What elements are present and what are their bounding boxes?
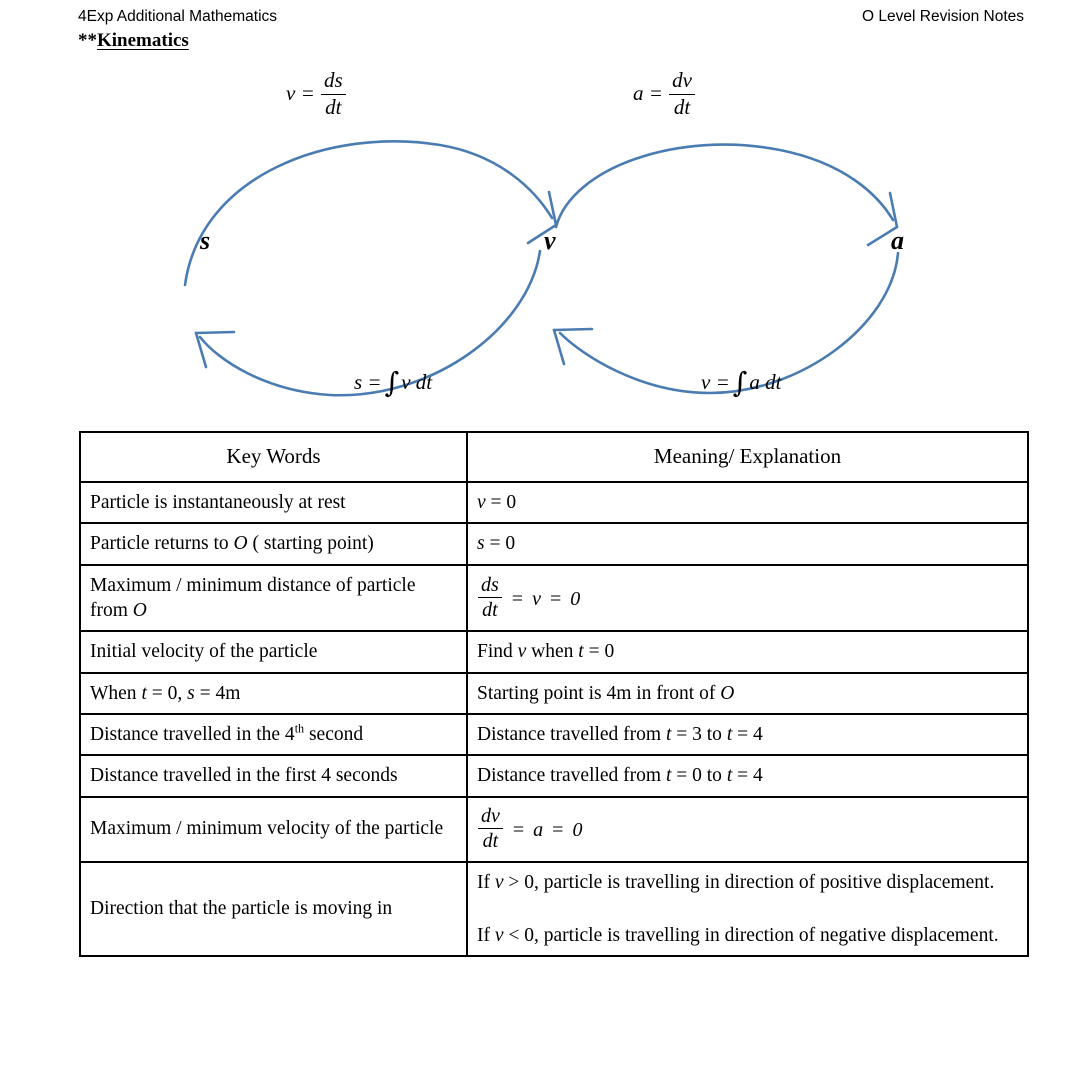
formula-a-equals-dv-dt xyxy=(633,70,696,120)
table-row xyxy=(80,714,1028,755)
formula-s-equals-integral-v-dt xyxy=(354,366,433,399)
meaning-text: Starting point is 4m in front of xyxy=(477,682,721,704)
variable-o: O xyxy=(720,682,735,704)
equals-sign: = xyxy=(511,587,524,610)
meaning-cell xyxy=(467,755,1028,796)
variable-v: v xyxy=(477,492,486,513)
table-row xyxy=(80,523,1028,564)
value-text: = 0 xyxy=(484,533,516,555)
node-label-s: s xyxy=(200,226,211,255)
formula-lhs: s = xyxy=(354,370,382,394)
variable-v: v xyxy=(494,871,504,893)
title-asterisks: ** xyxy=(78,30,97,51)
variable-o: O xyxy=(132,600,147,622)
fraction-ds-dt xyxy=(321,69,346,119)
node-label-a: a xyxy=(891,226,904,255)
key-word-cell xyxy=(80,523,467,564)
formula-integrand: v dt xyxy=(401,370,433,394)
meaning-cell xyxy=(467,565,1028,632)
formula-v-equals-integral-a-dt xyxy=(701,366,782,399)
key-text: Maximum / minimum velocity of the particle xyxy=(90,818,444,840)
equals-sign: = xyxy=(549,587,562,610)
integral-icon: ∫ xyxy=(384,366,400,399)
variable-t-start: t xyxy=(665,724,672,746)
variable-t: t xyxy=(141,682,147,704)
meaning-cell xyxy=(467,714,1028,755)
arrow-v-to-a-head-b xyxy=(890,193,897,227)
equation-dv-dt-equals-a-equals-zero xyxy=(477,806,582,854)
meaning-paragraph-negative xyxy=(477,923,1018,948)
equation-ds-dt-equals-v-equals-zero xyxy=(477,575,580,623)
formula-lhs: v = xyxy=(701,370,730,394)
fraction-denominator: dt xyxy=(325,94,342,119)
fraction-dv-dt xyxy=(669,69,695,119)
arrow-s-to-v-curve xyxy=(185,141,552,285)
key-text: Direction that the particle is moving in xyxy=(90,898,393,920)
fraction-ds-dt xyxy=(478,574,502,622)
key-word-cell xyxy=(80,565,467,632)
equals-sign: = xyxy=(552,818,564,841)
fraction-denominator: dt xyxy=(482,830,499,853)
table-row xyxy=(80,631,1028,672)
key-text-mid: = 0, xyxy=(146,682,188,704)
fraction-numerator: ds xyxy=(478,574,502,598)
formula-v-equals-ds-dt xyxy=(286,70,347,120)
title-topic: Kinematics xyxy=(97,30,189,51)
meaning-text: If xyxy=(477,871,495,893)
header-notes-label: O Level Revision Notes xyxy=(862,8,1024,25)
column-header-key-words: Key Words xyxy=(80,432,467,482)
value-zero: 0 xyxy=(570,587,581,610)
meaning-text: Find xyxy=(477,641,518,663)
table-row xyxy=(80,862,1028,957)
variable-a: a xyxy=(533,818,544,841)
key-text-suffix: second xyxy=(304,724,364,746)
key-word-cell xyxy=(80,797,467,862)
meaning-text-mid: when xyxy=(526,641,579,663)
integral-icon: ∫ xyxy=(732,366,748,399)
range-to-value: = 4 xyxy=(732,765,763,787)
value-zero: 0 xyxy=(572,818,583,841)
range-to-value: = 4 xyxy=(732,724,763,746)
page-header xyxy=(78,8,1024,27)
key-text-suffix: ( starting point) xyxy=(247,533,374,555)
variable-t-end: t xyxy=(726,724,733,746)
fraction-denominator: dt xyxy=(673,94,691,119)
meaning-text: Distance travelled from xyxy=(477,724,666,746)
arrow-s-to-v-head-b xyxy=(549,192,556,225)
arrow-v-to-s-head-a xyxy=(196,332,234,333)
meaning-cell xyxy=(467,482,1028,523)
key-word-cell xyxy=(80,673,467,714)
meaning-text-suffix: < 0, particle is travelling in direction of negative displacement. xyxy=(503,924,999,946)
fraction-numerator: dv xyxy=(478,805,503,829)
range-from-value: = 3 to xyxy=(671,724,727,746)
table-row xyxy=(80,673,1028,714)
meaning-paragraph-positive xyxy=(477,870,1018,895)
variable-t-start: t xyxy=(665,765,672,787)
meaning-cell xyxy=(467,523,1028,564)
equals-sign: = xyxy=(512,818,525,841)
fraction-numerator: ds xyxy=(321,69,346,95)
variable-t-end: t xyxy=(726,765,733,787)
diagram-arrows-svg xyxy=(0,55,1080,415)
key-word-cell xyxy=(80,714,467,755)
table-row xyxy=(80,797,1028,862)
meaning-text: Distance travelled from xyxy=(477,765,666,787)
arrow-v-to-a-curve xyxy=(556,145,893,227)
key-text: Particle returns to xyxy=(90,533,234,555)
variable-t: t xyxy=(578,641,584,663)
table-row xyxy=(80,482,1028,523)
node-label-v: v xyxy=(544,226,556,255)
variable-s: s xyxy=(477,533,485,555)
key-text: Distance travelled in the 4 xyxy=(90,724,295,746)
meaning-cell xyxy=(467,673,1028,714)
table-row xyxy=(80,755,1028,796)
range-from-value: = 0 to xyxy=(671,765,727,787)
value-text: = 0 xyxy=(485,492,517,513)
meaning-cell xyxy=(467,631,1028,672)
variable-v: v xyxy=(532,587,541,610)
meaning-cell xyxy=(467,797,1028,862)
arrow-a-to-v-head-a xyxy=(554,329,592,330)
fraction-denominator: dt xyxy=(482,599,498,622)
variable-s: s xyxy=(187,682,195,704)
header-course-label: 4Exp Additional Mathematics xyxy=(78,8,278,25)
meaning-text-suffix: = 0 xyxy=(583,641,615,663)
fraction-dv-dt xyxy=(478,805,503,853)
variable-v: v xyxy=(517,641,527,663)
key-words-table xyxy=(79,431,1029,957)
key-text: Maximum / minimum distance of particle from xyxy=(90,574,416,622)
key-text-suffix: = 4m xyxy=(194,682,241,704)
meaning-text: If xyxy=(477,924,495,946)
ordinal-suffix: th xyxy=(294,721,305,736)
variable-o: O xyxy=(233,533,248,555)
key-text: Initial velocity of the particle xyxy=(90,641,318,663)
table-header-row xyxy=(80,432,1028,482)
formula-lhs: v = xyxy=(286,80,315,105)
key-text: When xyxy=(90,682,142,704)
kinematics-cycle-diagram xyxy=(0,55,1080,415)
formula-lhs: a = xyxy=(633,80,663,105)
formula-integrand: a dt xyxy=(749,370,782,394)
fraction-numerator: dv xyxy=(669,69,695,95)
key-word-cell xyxy=(80,482,467,523)
variable-v: v xyxy=(494,924,504,946)
page-title xyxy=(78,30,189,52)
key-word-cell xyxy=(80,862,467,957)
key-word-cell xyxy=(80,631,467,672)
key-text: Particle is instantaneously at rest xyxy=(90,492,346,513)
table-row xyxy=(80,565,1028,632)
meaning-text-suffix: > 0, particle is travelling in direction of positive displacement. xyxy=(503,871,995,893)
key-word-cell xyxy=(80,755,467,796)
key-text: Distance travelled in the first 4 seconds xyxy=(90,765,398,787)
column-header-meaning: Meaning/ Explanation xyxy=(467,432,1028,482)
meaning-cell xyxy=(467,862,1028,957)
